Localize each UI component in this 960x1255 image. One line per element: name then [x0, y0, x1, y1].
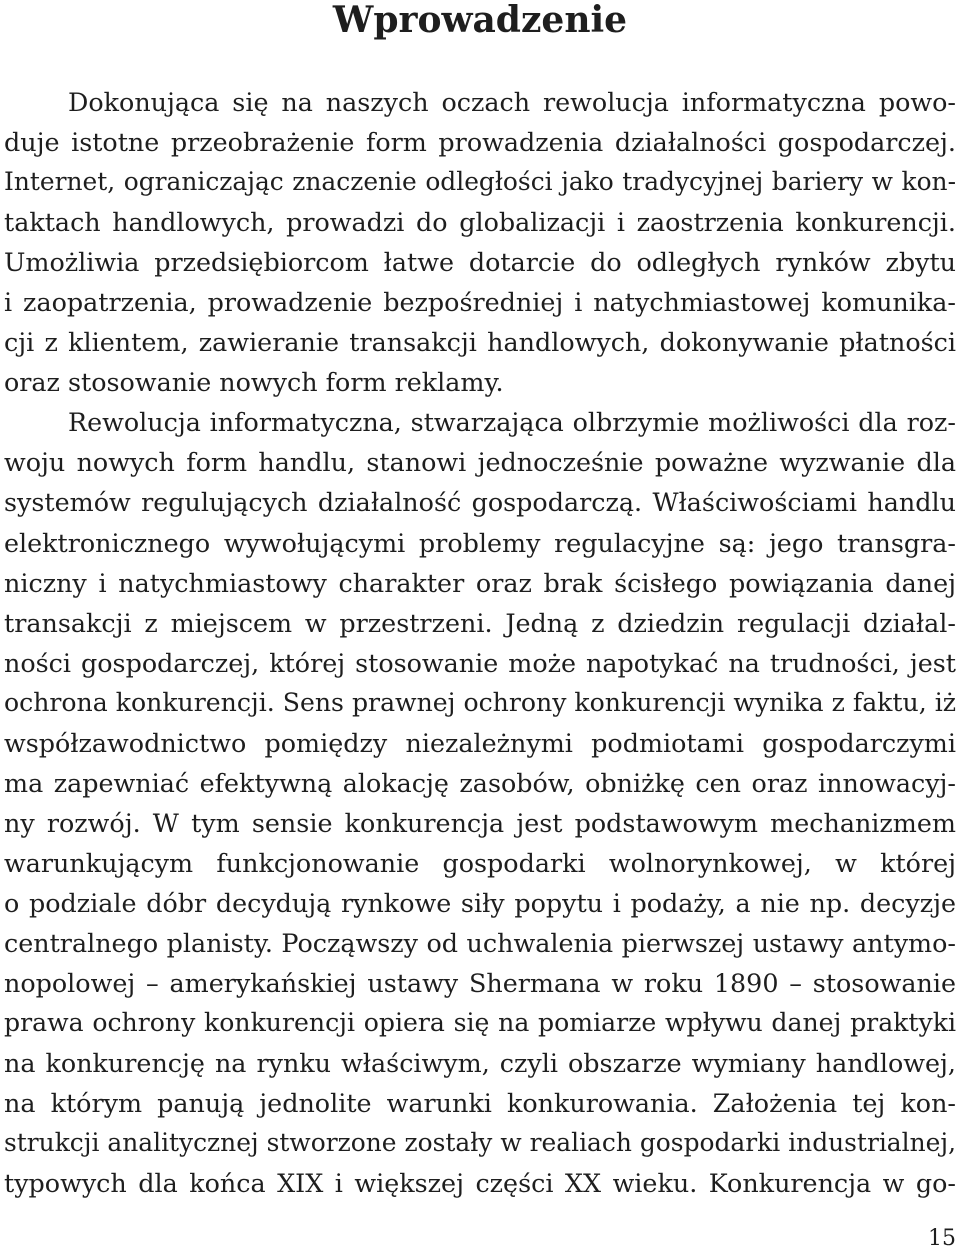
- text-line: ma zapewniać efektywną alokację zasobów, obniżkę cen oraz innowacyj-: [4, 767, 956, 798]
- text-line: na którym panują jednolite warunki konkurowania. Założenia tej kon-: [4, 1088, 956, 1119]
- text-line: prawa ochrony konkurencji opiera się na pomiarze wpływu danej praktyki: [4, 1008, 956, 1038]
- text-line: nopolowej – amerykańskiej ustawy Shermana w roku 1890 – stosowanie: [4, 968, 956, 999]
- page-title: Wprowadzenie: [332, 0, 628, 41]
- text-line: woju nowych form handlu, stanowi jednocześnie poważne wyzwanie dla: [4, 447, 956, 478]
- text-line: Rewolucja informatyczna, stwarzająca olbrzymie możliwości dla roz-: [68, 407, 956, 438]
- text-line: Dokonująca się na naszych oczach rewolucja informatyczna powo-: [68, 87, 956, 117]
- text-line: ny rozwój. W tym sensie konkurencja jest podstawowym mechanizmem: [4, 807, 956, 838]
- text-line: warunkującym funkcjonowanie gospodarki wolnorynkowej, w której: [4, 847, 956, 878]
- text-line: na konkurencję na rynku właściwym, czyli obszarze wymiany handlowej,: [4, 1048, 956, 1079]
- body-text: [4, 82, 956, 1203]
- text-line: Umożliwia przedsiębiorcom łatwe dotarcie do odległych rynków zbytu: [4, 247, 956, 278]
- text-line: strukcji analitycznej stworzone zostały w realiach gospodarki industrialnej,: [4, 1128, 956, 1158]
- text-line: duje istotne przeobrażenie form prowadzenia działalności gospodarczej.: [4, 127, 956, 158]
- text-line: centralnego planisty. Począwszy od uchwalenia pierwszej ustawy antymo-: [4, 927, 956, 958]
- text-line: oraz stosowanie nowych form reklamy.: [4, 367, 504, 398]
- text-line: ności gospodarczej, której stosowanie może napotykać na trudności, jest: [4, 647, 956, 678]
- text-line: taktach handlowych, prowadzi do globalizacji i zaostrzenia konkurencji.: [4, 207, 956, 238]
- text-line: o podziale dóbr decydują rynkowe siły popytu i podaży, a nie np. decyzje: [4, 887, 956, 918]
- text-line: i zaopatrzenia, prowadzenie bezpośredniej i natychmiastowej komunika-: [4, 287, 956, 318]
- text-line: transakcji z miejscem w przestrzeni. Jedną z dziedzin regulacji działal-: [4, 607, 956, 638]
- page-number: 15: [928, 1226, 956, 1251]
- text-line: Internet, ograniczając znaczenie odległości jako tradycyjnej bariery w kon-: [4, 167, 956, 197]
- text-line: ochrona konkurencji. Sens prawnej ochrony konkurencji wynika z faktu, iż: [4, 687, 956, 717]
- text-line: cji z klientem, zawieranie transakcji handlowych, dokonywanie płatności: [4, 327, 956, 358]
- text-line: niczny i natychmiastowy charakter oraz brak ścisłego powiązania danej: [4, 567, 956, 598]
- text-line: elektronicznego wywołującymi problemy regulacyjne są: jego transgra-: [4, 527, 956, 558]
- text-line: typowych dla końca XIX i większej części XX wieku. Konkurencja w go-: [4, 1168, 956, 1199]
- text-line: systemów regulujących działalność gospodarczą. Właściwościami handlu: [4, 487, 956, 518]
- text-line: współzawodnictwo pomiędzy niezależnymi podmiotami gospodarczymi: [4, 727, 956, 758]
